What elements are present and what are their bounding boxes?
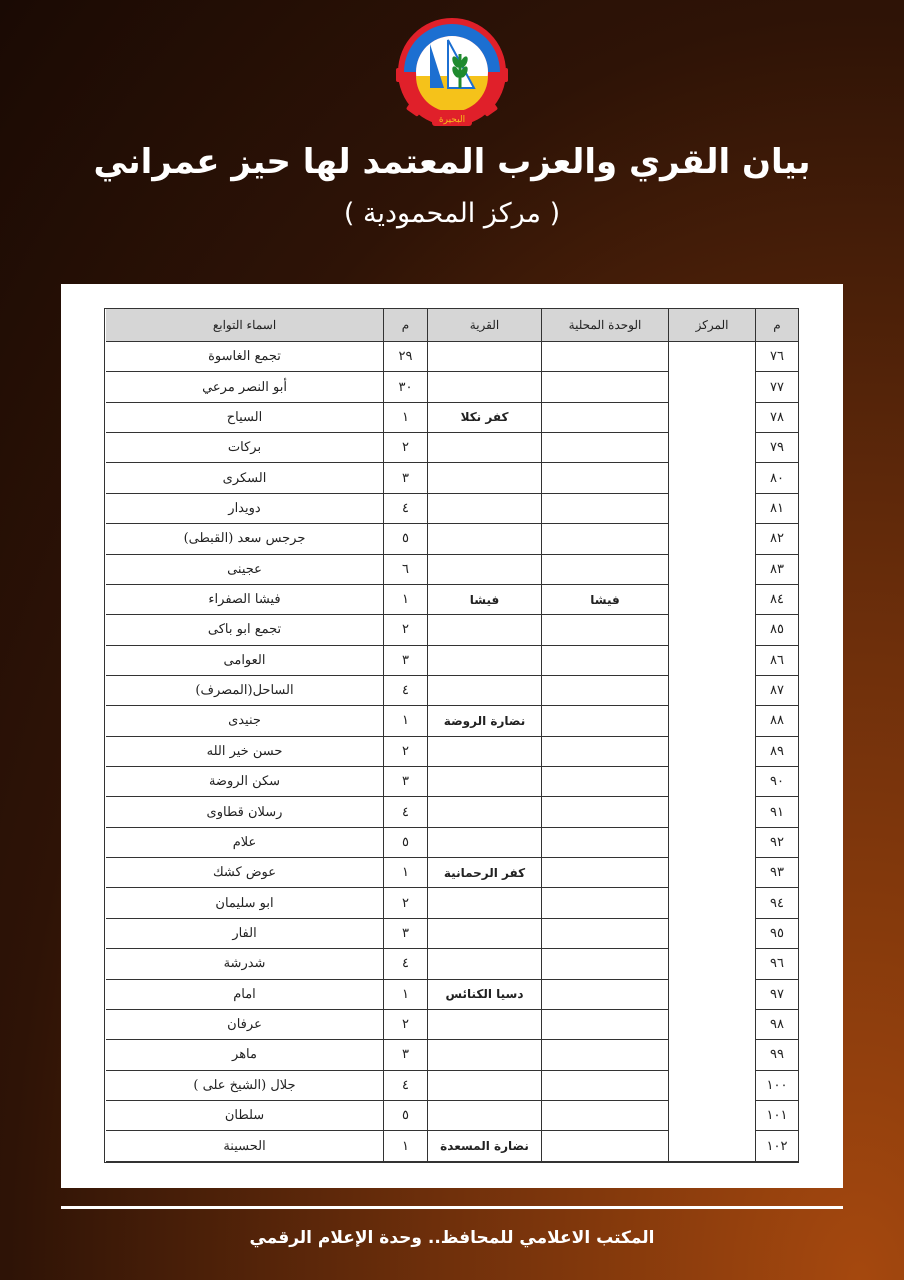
village-cell [427,433,541,463]
local-unit-cell [541,858,668,888]
row-number: ٩٢ [755,828,798,858]
village-cell: كفر الرحمانية [427,858,541,888]
markaz-gap-cell [668,980,755,1010]
markaz-gap-cell [668,1010,755,1040]
row-number: ٨٣ [755,555,798,585]
row-number: ١٠١ [755,1101,798,1131]
village-cell [427,919,541,949]
markaz-gap-cell [668,949,755,979]
village-cell [427,555,541,585]
markaz-gap-cell [668,555,755,585]
dependent-name: الساحل(المصرف) [106,676,383,706]
row-number: ١٠٢ [755,1131,798,1161]
markaz-gap-cell [668,433,755,463]
markaz-gap-cell [668,372,755,402]
sub-number: ٢ [383,737,427,767]
markaz-gap-cell [668,585,755,615]
sub-number: ٢ [383,615,427,645]
sub-number: ٣ [383,646,427,676]
village-cell [427,828,541,858]
local-unit-cell [541,342,668,372]
row-number: ٨٧ [755,676,798,706]
sub-number: ٢ [383,433,427,463]
row-number: ٧٧ [755,372,798,402]
local-unit-cell [541,646,668,676]
markaz-gap-cell [668,1071,755,1101]
local-unit-cell [541,463,668,493]
sub-number: ٢ [383,888,427,918]
village-cell [427,524,541,554]
markaz-gap-cell [668,737,755,767]
sub-number: ٣ [383,919,427,949]
dependent-name: عوض كشك [106,858,383,888]
row-number: ٩٤ [755,888,798,918]
local-unit-cell [541,828,668,858]
sub-number: ١ [383,585,427,615]
sub-number: ٤ [383,797,427,827]
header-village: القرية [427,309,541,342]
dependent-name: رسلان قطاوى [106,797,383,827]
village-cell [427,797,541,827]
row-number: ٩٧ [755,980,798,1010]
row-number: ٩٠ [755,767,798,797]
dependent-name: العوامى [106,646,383,676]
markaz-gap-cell [668,1040,755,1070]
markaz-gap-cell [668,888,755,918]
sub-number: ٦ [383,555,427,585]
dependent-name: ابو سليمان [106,888,383,918]
markaz-gap-cell [668,342,755,372]
sub-number: ٤ [383,676,427,706]
footer-credit: المكتب الاعلامي للمحافظ.. وحدة الإعلام الرقمي [249,1228,655,1248]
village-cell [427,1040,541,1070]
local-unit-cell [541,767,668,797]
page-subtitle: ( مركز المحمودية ) [343,198,561,229]
village-cell [427,737,541,767]
dependent-name: تجمع الغاسوة [106,342,383,372]
dependent-name: السكرى [106,463,383,493]
row-number: ٩٩ [755,1040,798,1070]
row-number: ٧٩ [755,433,798,463]
row-number: ٩٣ [755,858,798,888]
page-title: بيان القري والعزب المعتمد لها حيز عمراني [93,142,811,182]
village-cell [427,463,541,493]
dependent-name: جنيدى [106,706,383,736]
local-unit-cell [541,980,668,1010]
markaz-gap-cell [668,828,755,858]
local-unit-cell [541,1010,668,1040]
markaz-gap-cell [668,1131,755,1161]
local-unit-cell [541,797,668,827]
sub-number: ٣ [383,1040,427,1070]
row-number: ٩٨ [755,1010,798,1040]
local-unit-cell [541,494,668,524]
sub-number: ٢ [383,1010,427,1040]
sub-number: ٣ [383,767,427,797]
dependent-name: عرفان [106,1010,383,1040]
local-unit-cell: فيشا [541,585,668,615]
dependent-name: الفار [106,919,383,949]
local-unit-cell [541,433,668,463]
dependent-name: جرجس سعد (القبطى) [106,524,383,554]
row-number: ٨٤ [755,585,798,615]
row-number: ٨٥ [755,615,798,645]
local-unit-cell [541,555,668,585]
svg-text:البحيرة: البحيرة [438,115,466,125]
village-cell [427,1101,541,1131]
sub-number: ١ [383,980,427,1010]
sub-number: ٥ [383,1101,427,1131]
row-number: ٧٨ [755,403,798,433]
dependent-name: امام [106,980,383,1010]
header-markaz: المركز [668,309,755,342]
dependent-name: أبو النصر مرعي [106,372,383,402]
local-unit-cell [541,919,668,949]
dependent-name: شدرشة [106,949,383,979]
village-cell [427,949,541,979]
dependent-name: جلال (الشيخ على ) [106,1071,383,1101]
village-cell [427,494,541,524]
markaz-gap-cell [668,646,755,676]
dependent-name: دويدار [106,494,383,524]
dependent-name: سكن الروضة [106,767,383,797]
dependent-name: حسن خير الله [106,737,383,767]
row-number: ٩٥ [755,919,798,949]
row-number: ٨٨ [755,706,798,736]
sub-number: ٣٠ [383,372,427,402]
sub-number: ٢٩ [383,342,427,372]
villages-table [104,308,799,1163]
dependent-name: تجمع ابو باكى [106,615,383,645]
markaz-gap-cell [668,919,755,949]
sub-number: ٥ [383,524,427,554]
document-sheet [61,284,843,1188]
village-cell [427,676,541,706]
dependent-name: سلطان [106,1101,383,1131]
markaz-gap-cell [668,494,755,524]
local-unit-cell [541,524,668,554]
village-cell [427,888,541,918]
sub-number: ٤ [383,494,427,524]
markaz-gap-cell [668,524,755,554]
markaz-gap-cell [668,767,755,797]
dependent-name: السياح [106,403,383,433]
village-cell: نضارة المسعدة [427,1131,541,1161]
markaz-gap-cell [668,463,755,493]
village-cell: دسيا الكنائس [427,980,541,1010]
sub-number: ٥ [383,828,427,858]
row-number: ٩٦ [755,949,798,979]
local-unit-cell [541,1040,668,1070]
row-number: ٧٦ [755,342,798,372]
sub-number: ٤ [383,1071,427,1101]
local-unit-cell [541,949,668,979]
village-cell: فيشا [427,585,541,615]
row-number: ٨٢ [755,524,798,554]
row-number: ٨٦ [755,646,798,676]
village-cell: كفر نكلا [427,403,541,433]
local-unit-cell [541,1071,668,1101]
sub-number: ٣ [383,463,427,493]
local-unit-cell [541,615,668,645]
sub-number: ١ [383,706,427,736]
markaz-gap-cell [668,403,755,433]
local-unit-cell [541,403,668,433]
village-cell: نضارة الروضة [427,706,541,736]
governorate-logo [392,14,512,132]
row-number: ١٠٠ [755,1071,798,1101]
header-sub-m: م [383,309,427,342]
sub-number: ١ [383,1131,427,1161]
village-cell [427,767,541,797]
village-cell [427,372,541,402]
footer-divider [61,1206,843,1209]
row-number: ٨١ [755,494,798,524]
markaz-gap-cell [668,676,755,706]
local-unit-cell [541,676,668,706]
header-dependent-names: اسماء التوابع [106,309,383,342]
village-cell [427,1071,541,1101]
sub-number: ١ [383,858,427,888]
markaz-gap-cell [668,615,755,645]
markaz-gap-cell [668,797,755,827]
local-unit-cell [541,1101,668,1131]
village-cell [427,646,541,676]
local-unit-cell [541,888,668,918]
local-unit-cell [541,372,668,402]
local-unit-cell [541,1131,668,1161]
sub-number: ١ [383,403,427,433]
row-number: ٨٠ [755,463,798,493]
dependent-name: بركات [106,433,383,463]
markaz-gap-cell [668,858,755,888]
dependent-name: عجينى [106,555,383,585]
dependent-name: فيشا الصفراء [106,585,383,615]
sub-number: ٤ [383,949,427,979]
markaz-gap-cell [668,1101,755,1131]
dependent-name: علام [106,828,383,858]
row-number: ٩١ [755,797,798,827]
markaz-gap-cell [668,706,755,736]
header-local-unit: الوحدة المحلية [541,309,668,342]
village-cell [427,615,541,645]
dependent-name: الحسينة [106,1131,383,1161]
row-number: ٨٩ [755,737,798,767]
local-unit-cell [541,706,668,736]
village-cell [427,1010,541,1040]
village-cell [427,342,541,372]
dependent-name: ماهر [106,1040,383,1070]
header-m: م [755,309,798,342]
local-unit-cell [541,737,668,767]
